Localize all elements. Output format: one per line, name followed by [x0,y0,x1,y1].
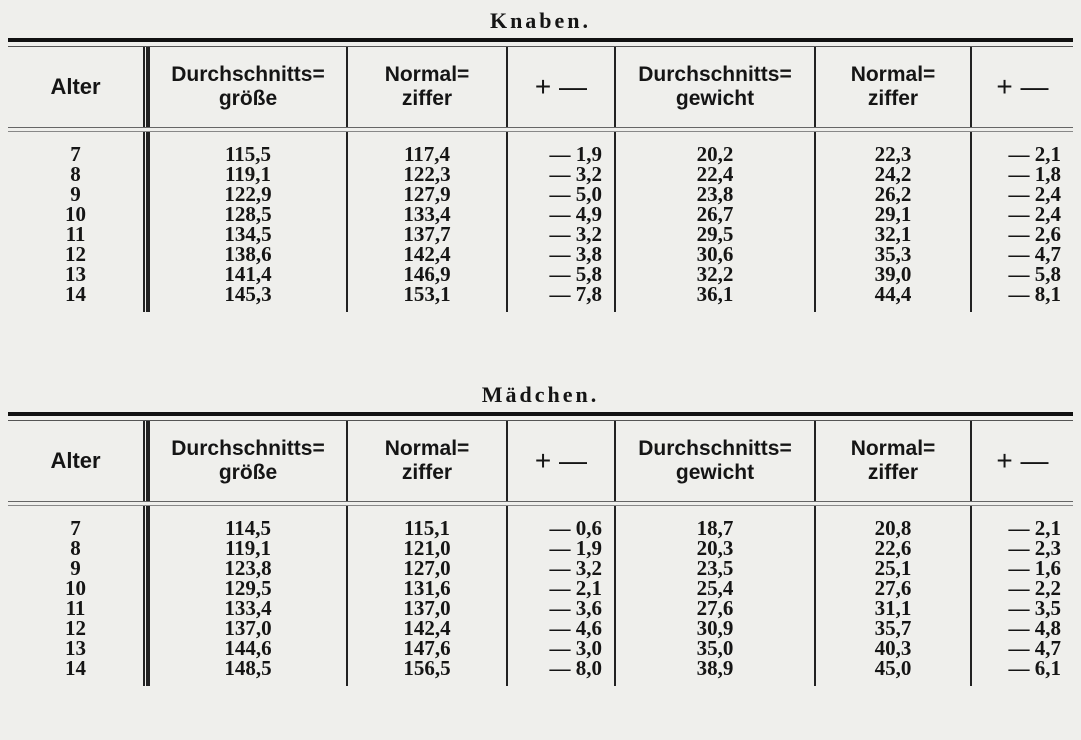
table-body [8,132,1073,312]
table-cell: 13 [65,262,86,286]
table-cell: 146,9 [403,262,451,286]
table-cell: 148,5 [224,656,272,680]
table-cell: 137,0 [403,596,451,620]
table-cell: 131,6 [403,576,451,600]
header-label: gewicht [675,87,755,110]
table-cell: 127,0 [403,556,451,580]
table-cell: — 5,0 [549,182,602,206]
table-cell: 18,7 [696,516,734,540]
column-durchschnittsgroesse [148,506,346,686]
header-durchschnittsgewicht [614,47,814,127]
header-label: Normal= [384,437,470,460]
table-cell: — 8,0 [549,656,602,680]
table-cell: 30,9 [696,616,734,640]
header-rule [8,127,1073,128]
table-cell: 24,2 [874,162,912,186]
header-label: gewicht [675,461,755,484]
table-cell: — 2,1 [549,576,602,600]
table-cell: — 1,6 [1008,556,1061,580]
header-normalziffer-groesse [346,47,506,127]
table-cell: 13 [65,636,86,660]
table-cell: — 2,1 [1008,516,1061,540]
table-cell: — 5,8 [549,262,602,286]
table-cell: — 3,6 [549,596,602,620]
table-cell: 35,0 [696,636,734,660]
header-label: größe [218,461,278,484]
header-differenz-groesse [506,47,614,127]
table-cell: 122,9 [224,182,272,206]
table-cell: 129,5 [224,576,272,600]
table-cell: 20,2 [696,142,734,166]
header-label: + — [534,445,588,476]
table-cell: 114,5 [224,516,272,540]
table-cell: 27,6 [874,576,912,600]
table-cell: 26,7 [696,202,734,226]
table-cell: 138,6 [224,242,272,266]
table-cell: 12 [65,242,86,266]
header-differenz-groesse [506,421,614,501]
header-durchschnittsgroesse [148,421,346,501]
table-cell: 122,3 [403,162,451,186]
column-normalziffer-gewicht [814,132,970,312]
table-cell: — 4,6 [549,616,602,640]
header-label: Durchschnitts= [638,63,792,86]
table-cell: 7 [70,142,81,166]
table-cell: 25,1 [874,556,912,580]
table-cell: — 1,9 [549,536,602,560]
maedchen-title: Mädchen. [481,382,600,407]
header-label: Alter [50,74,101,99]
table-cell: 22,3 [874,142,912,166]
header-alter [8,47,148,127]
table-cell: 137,7 [403,222,451,246]
table-cell: 121,0 [403,536,451,560]
table-cell: — 4,8 [1008,616,1061,640]
table-cell: 25,4 [696,576,734,600]
table-cell: 117,4 [403,142,451,166]
table-cell: 8 [70,162,81,186]
table-cell: — 7,8 [549,282,602,306]
table-cell: 20,8 [874,516,912,540]
header-label: + — [534,71,588,102]
column-differenz-groesse [506,132,614,312]
table-cell: 142,4 [403,242,451,266]
table-cell: — 2,2 [1008,576,1061,600]
table-cell: 7 [70,516,81,540]
table-cell: 10 [65,576,86,600]
column-alter [8,132,148,312]
header-label: Durchschnitts= [171,63,325,86]
table-cell: — 8,1 [1008,282,1061,306]
column-differenz-gewicht [970,506,1073,686]
table-cell: 10 [65,202,86,226]
table-cell: — 3,2 [549,162,602,186]
table-cell: 23,5 [696,556,734,580]
table-cell: 123,8 [224,556,272,580]
table-cell: 29,5 [696,222,734,246]
header-differenz-gewicht [970,47,1073,127]
table-cell: 145,3 [224,282,272,306]
knaben-title: Knaben. [489,8,592,33]
table-cell: 27,6 [696,596,734,620]
table-cell: — 3,5 [1008,596,1061,620]
table-cell: — 4,9 [549,202,602,226]
column-alter [8,506,148,686]
table-cell: 11 [65,596,86,620]
table-cell: — 6,1 [1008,656,1061,680]
header-label: Alter [50,448,101,473]
column-durchschnittsgroesse [148,132,346,312]
header-label: + — [996,445,1049,476]
table-cell: 20,3 [696,536,734,560]
header-normalziffer-gewicht [814,47,970,127]
table-cell: 35,3 [874,242,912,266]
table-cell: — 1,9 [549,142,602,166]
table-cell: — 5,8 [1008,262,1061,286]
header-normalziffer-groesse [346,421,506,501]
header-durchschnittsgroesse [148,47,346,127]
column-differenz-gewicht [970,132,1073,312]
header-differenz-gewicht [970,421,1073,501]
table-cell: 29,1 [874,202,912,226]
table-cell: — 3,2 [549,222,602,246]
table-cell: 133,4 [403,202,451,226]
table-cell: — 4,7 [1008,636,1061,660]
table-cell: — 2,4 [1008,182,1061,206]
table-cell: 32,1 [874,222,912,246]
header-label: ziffer [401,87,453,110]
table-body [8,506,1073,686]
header-label: größe [218,87,278,110]
header-rule [8,501,1073,502]
header-row [8,421,1073,501]
table-cell: — 2,1 [1008,142,1061,166]
table-cell: 127,9 [403,182,451,206]
header-label: Normal= [850,437,936,460]
header-label: ziffer [867,461,919,484]
column-durchschnittsgewicht [614,132,814,312]
table-cell: 22,6 [874,536,912,560]
table-cell: 153,1 [403,282,451,306]
table-cell: 40,3 [874,636,912,660]
header-label: Normal= [850,63,936,86]
table-cell: — 0,6 [549,516,602,540]
header-label: Normal= [384,63,470,86]
column-differenz-groesse [506,506,614,686]
table-cell: 39,0 [874,262,912,286]
top-rule [8,412,1073,416]
table-cell: 14 [65,282,86,306]
table-cell: 23,8 [696,182,734,206]
table-cell: — 3,0 [549,636,602,660]
table-cell: 142,4 [403,616,451,640]
table-cell: 134,5 [224,222,272,246]
knaben-table [8,38,1073,312]
header-label: ziffer [401,461,453,484]
table-cell: 133,4 [224,596,272,620]
table-cell: 128,5 [224,202,272,226]
table-cell: 26,2 [874,182,912,206]
header-label: Durchschnitts= [638,437,792,460]
table-cell: 31,1 [874,596,912,620]
table-cell: 144,6 [224,636,272,660]
table-cell: 22,4 [696,162,734,186]
table-cell: 8 [70,536,81,560]
column-normalziffer-groesse [346,132,506,312]
table-cell: 9 [70,182,81,206]
table-cell: 30,6 [696,242,734,266]
column-normalziffer-gewicht [814,506,970,686]
table-cell: 44,4 [874,282,912,306]
table-cell: 119,1 [224,162,272,186]
table-cell: — 2,4 [1008,202,1061,226]
table-cell: 14 [65,656,86,680]
table-cell: 147,6 [403,636,451,660]
table-cell: 45,0 [874,656,912,680]
table-cell: — 2,3 [1008,536,1061,560]
table-cell: 38,9 [696,656,734,680]
table-cell: 137,0 [224,616,272,640]
header-label: ziffer [867,87,919,110]
table-cell: 115,1 [403,516,451,540]
table-cell: 141,4 [224,262,272,286]
header-durchschnittsgewicht [614,421,814,501]
table-cell: — 3,2 [549,556,602,580]
table-cell: 156,5 [403,656,451,680]
table-cell: 9 [70,556,81,580]
column-normalziffer-groesse [346,506,506,686]
table-cell: 11 [65,222,86,246]
header-normalziffer-gewicht [814,421,970,501]
maedchen-table [8,412,1073,686]
table-cell: 32,2 [696,262,734,286]
table-cell: — 2,6 [1008,222,1061,246]
table-cell: 119,1 [224,536,272,560]
table-cell: 36,1 [696,282,734,306]
table-cell: — 1,8 [1008,162,1061,186]
table-cell: 35,7 [874,616,912,640]
column-durchschnittsgewicht [614,506,814,686]
header-label: + — [996,71,1049,102]
header-row [8,47,1073,127]
header-label: Durchschnitts= [171,437,325,460]
header-alter [8,421,148,501]
table-cell: 115,5 [224,142,272,166]
table-cell: — 3,8 [549,242,602,266]
table-cell: — 4,7 [1008,242,1061,266]
top-rule [8,38,1073,42]
table-cell: 12 [65,616,86,640]
